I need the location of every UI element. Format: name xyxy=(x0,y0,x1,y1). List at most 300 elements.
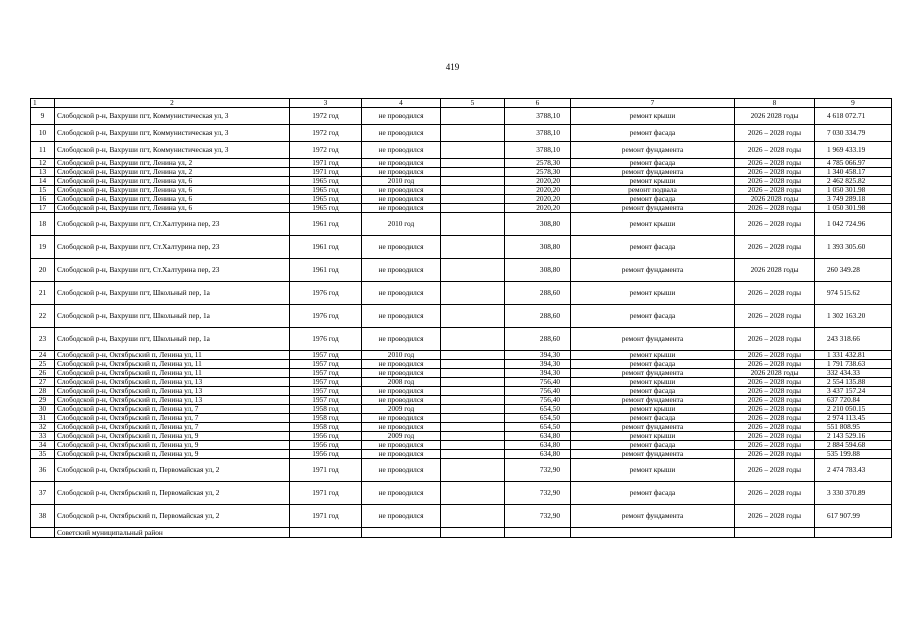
work-type-cell: ремонт крыши xyxy=(571,459,735,482)
area-cell: 2020,20 xyxy=(505,195,571,204)
area-cell: 654,50 xyxy=(505,405,571,414)
period-cell: 2026 – 2028 годы xyxy=(735,177,815,186)
cost-cell: 332 434.33 xyxy=(815,369,892,378)
address-cell: Слободской р-н, Октябрьский п, Ленина ул, 9 xyxy=(55,432,290,441)
column-number: 2 xyxy=(55,99,290,108)
empty-cell xyxy=(441,159,505,168)
row-number: 21 xyxy=(31,282,55,305)
build-year-cell: 1957 год xyxy=(290,378,362,387)
last-repair-cell: не проводился xyxy=(362,305,441,328)
area-cell: 654,50 xyxy=(505,414,571,423)
area-cell: 634,80 xyxy=(505,432,571,441)
work-type-cell: ремонт фасада xyxy=(571,236,735,259)
last-repair-cell: не проводился xyxy=(362,396,441,405)
empty-cell xyxy=(441,204,505,213)
work-type-cell: ремонт фундамента xyxy=(571,168,735,177)
cost-cell: 1 393 305.60 xyxy=(815,236,892,259)
cost-cell: 1 050 301.98 xyxy=(815,204,892,213)
row-number: 22 xyxy=(31,305,55,328)
cost-cell: 4 618 072.71 xyxy=(815,108,892,125)
last-repair-cell: не проводился xyxy=(362,186,441,195)
cost-cell: 637 720.84 xyxy=(815,396,892,405)
table-row xyxy=(31,213,892,236)
period-cell: 2026 – 2028 годы xyxy=(735,387,815,396)
period-cell: 2026 – 2028 годы xyxy=(735,125,815,142)
work-type-cell: ремонт фундамента xyxy=(571,328,735,351)
work-type-cell: ремонт фасада xyxy=(571,159,735,168)
address-cell: Слободской р-н, Вахруши пгт, Коммунистическая ул, 3 xyxy=(55,108,290,125)
empty-cell xyxy=(441,450,505,459)
cost-cell: 2 143 529.16 xyxy=(815,432,892,441)
empty-cell xyxy=(735,528,815,538)
build-year-cell: 1976 год xyxy=(290,305,362,328)
last-repair-cell: не проводился xyxy=(362,450,441,459)
last-repair-cell: не проводился xyxy=(362,204,441,213)
area-cell: 288,60 xyxy=(505,282,571,305)
build-year-cell: 1971 год xyxy=(290,159,362,168)
column-number: 6 xyxy=(505,99,571,108)
area-cell: 308,80 xyxy=(505,236,571,259)
address-cell: Слободской р-н, Вахруши пгт, Ленина ул, 6 xyxy=(55,204,290,213)
last-repair-cell: не проводился xyxy=(362,387,441,396)
address-cell: Слободской р-н, Вахруши пгт, Ст.Халтурина пер, 23 xyxy=(55,236,290,259)
address-cell: Слободской р-н, Октябрьский п, Ленина ул, 9 xyxy=(55,441,290,450)
area-cell: 308,80 xyxy=(505,213,571,236)
work-type-cell: ремонт крыши xyxy=(571,351,735,360)
row-number: 37 xyxy=(31,482,55,505)
build-year-cell: 1972 год xyxy=(290,125,362,142)
work-type-cell: ремонт фундамента xyxy=(571,423,735,432)
row-number: 24 xyxy=(31,351,55,360)
cost-cell: 3 437 157.24 xyxy=(815,387,892,396)
work-type-cell: ремонт подвала xyxy=(571,186,735,195)
row-number: 35 xyxy=(31,450,55,459)
last-repair-cell: не проводился xyxy=(362,195,441,204)
empty-cell xyxy=(441,282,505,305)
row-number: 29 xyxy=(31,396,55,405)
cost-cell: 1 791 738.63 xyxy=(815,360,892,369)
build-year-cell: 1965 год xyxy=(290,195,362,204)
period-cell: 2026 – 2028 годы xyxy=(735,204,815,213)
last-repair-cell: не проводился xyxy=(362,259,441,282)
period-cell: 2026 – 2028 годы xyxy=(735,450,815,459)
cost-cell: 1 340 458.17 xyxy=(815,168,892,177)
empty-cell xyxy=(441,423,505,432)
address-cell: Слободской р-н, Вахруши пгт, Коммунистическая ул, 3 xyxy=(55,142,290,159)
row-number: 18 xyxy=(31,213,55,236)
table-row xyxy=(31,328,892,351)
row-number: 11 xyxy=(31,142,55,159)
area-cell: 634,80 xyxy=(505,450,571,459)
build-year-cell: 1971 год xyxy=(290,505,362,528)
empty-cell xyxy=(441,351,505,360)
address-cell: Слободской р-н, Вахруши пгт, Ленина ул, 6 xyxy=(55,177,290,186)
period-cell: 2026 – 2028 годы xyxy=(735,213,815,236)
area-cell: 2020,20 xyxy=(505,204,571,213)
last-repair-cell: 2009 год xyxy=(362,405,441,414)
table-row xyxy=(31,360,892,369)
table-row xyxy=(31,195,892,204)
last-repair-cell: не проводился xyxy=(362,423,441,432)
row-number: 31 xyxy=(31,414,55,423)
area-cell: 2578,30 xyxy=(505,168,571,177)
address-cell: Слободской р-н, Вахруши пгт, Ст.Халтурина пер, 23 xyxy=(55,213,290,236)
work-type-cell: ремонт крыши xyxy=(571,282,735,305)
address-cell: Слободской р-н, Октябрьский п, Ленина ул, 13 xyxy=(55,387,290,396)
column-number-row xyxy=(31,99,892,108)
address-cell: Слободской р-н, Вахруши пгт, Школьный пер, 1а xyxy=(55,305,290,328)
work-type-cell: ремонт фундамента xyxy=(571,142,735,159)
cost-cell: 1 042 724.96 xyxy=(815,213,892,236)
address-cell: Слободской р-н, Вахруши пгт, Ленина ул, 2 xyxy=(55,168,290,177)
row-number: 38 xyxy=(31,505,55,528)
last-repair-cell: не проводился xyxy=(362,168,441,177)
cost-cell: 260 349.28 xyxy=(815,259,892,282)
work-type-cell: ремонт фасада xyxy=(571,305,735,328)
cost-cell: 2 474 783.43 xyxy=(815,459,892,482)
table-row xyxy=(31,405,892,414)
period-cell: 2026 – 2028 годы xyxy=(735,360,815,369)
work-type-cell: ремонт фундамента xyxy=(571,396,735,405)
area-cell: 308,80 xyxy=(505,259,571,282)
table-row xyxy=(31,142,892,159)
table-row xyxy=(31,108,892,125)
last-repair-cell: 2008 год xyxy=(362,378,441,387)
area-cell: 756,40 xyxy=(505,396,571,405)
period-cell: 2026 – 2028 годы xyxy=(735,186,815,195)
work-type-cell: ремонт фасада xyxy=(571,195,735,204)
table-row xyxy=(31,459,892,482)
row-number: 33 xyxy=(31,432,55,441)
table-row xyxy=(31,387,892,396)
empty-cell xyxy=(441,168,505,177)
table-row xyxy=(31,282,892,305)
build-year-cell: 1965 год xyxy=(290,177,362,186)
row-number: 32 xyxy=(31,423,55,432)
address-cell: Слободской р-н, Октябрьский п, Ленина ул, 13 xyxy=(55,378,290,387)
last-repair-cell: не проводился xyxy=(362,159,441,168)
build-year-cell: 1958 год xyxy=(290,423,362,432)
last-repair-cell: не проводился xyxy=(362,360,441,369)
table-row xyxy=(31,414,892,423)
last-repair-cell: не проводился xyxy=(362,108,441,125)
area-cell: 2578,30 xyxy=(505,159,571,168)
area-cell: 2020,20 xyxy=(505,186,571,195)
row-number: 23 xyxy=(31,328,55,351)
table-row xyxy=(31,450,892,459)
table-row xyxy=(31,159,892,168)
table-row xyxy=(31,482,892,505)
period-cell: 2026 – 2028 годы xyxy=(735,405,815,414)
build-year-cell: 1972 год xyxy=(290,108,362,125)
address-cell: Слободской р-н, Вахруши пгт, Ст.Халтурина пер, 23 xyxy=(55,259,290,282)
empty-cell xyxy=(441,328,505,351)
period-cell: 2026 – 2028 годы xyxy=(735,396,815,405)
address-cell: Слободской р-н, Октябрьский п, Ленина ул, 11 xyxy=(55,369,290,378)
build-year-cell: 1957 год xyxy=(290,351,362,360)
empty-cell xyxy=(441,259,505,282)
repair-register-table xyxy=(30,98,892,538)
work-type-cell: ремонт фундамента xyxy=(571,505,735,528)
period-cell: 2026 – 2028 годы xyxy=(735,423,815,432)
last-repair-cell: 2009 год xyxy=(362,432,441,441)
table-row xyxy=(31,236,892,259)
table-row xyxy=(31,432,892,441)
row-number: 27 xyxy=(31,378,55,387)
empty-cell xyxy=(441,441,505,450)
period-cell: 2026 2028 годы xyxy=(735,108,815,125)
empty-cell xyxy=(441,378,505,387)
table-row xyxy=(31,369,892,378)
period-cell: 2026 – 2028 годы xyxy=(735,378,815,387)
empty-cell xyxy=(441,186,505,195)
address-cell: Слободской р-н, Вахруши пгт, Ленина ул, 6 xyxy=(55,186,290,195)
period-cell: 2026 – 2028 годы xyxy=(735,159,815,168)
empty-cell xyxy=(441,414,505,423)
period-cell: 2026 2028 годы xyxy=(735,195,815,204)
empty-cell xyxy=(441,195,505,204)
address-cell: Слободской р-н, Вахруши пгт, Ленина ул, 2 xyxy=(55,159,290,168)
work-type-cell: ремонт крыши xyxy=(571,213,735,236)
build-year-cell: 1961 год xyxy=(290,259,362,282)
empty-cell xyxy=(441,142,505,159)
table-row xyxy=(31,423,892,432)
build-year-cell: 1956 год xyxy=(290,441,362,450)
row-number: 30 xyxy=(31,405,55,414)
cost-cell: 2 462 825.82 xyxy=(815,177,892,186)
work-type-cell: ремонт фасада xyxy=(571,125,735,142)
work-type-cell: ремонт фундамента xyxy=(571,259,735,282)
row-number: 34 xyxy=(31,441,55,450)
row-number: 25 xyxy=(31,360,55,369)
address-cell: Слободской р-н, Вахруши пгт, Школьный пер, 1а xyxy=(55,328,290,351)
row-number: 28 xyxy=(31,387,55,396)
last-repair-cell: 2010 год xyxy=(362,177,441,186)
cost-cell: 1 302 163.20 xyxy=(815,305,892,328)
period-cell: 2026 – 2028 годы xyxy=(735,236,815,259)
period-cell: 2026 – 2028 годы xyxy=(735,305,815,328)
table-row xyxy=(31,351,892,360)
cost-cell: 3 330 370.89 xyxy=(815,482,892,505)
address-cell: Слободской р-н, Вахруши пгт, Ленина ул, 6 xyxy=(55,195,290,204)
work-type-cell: ремонт фасада xyxy=(571,387,735,396)
address-cell: Слободской р-н, Октябрьский п, Ленина ул, 11 xyxy=(55,360,290,369)
empty-cell xyxy=(441,505,505,528)
period-cell: 2026 – 2028 годы xyxy=(735,168,815,177)
empty-cell xyxy=(441,360,505,369)
cost-cell: 3 749 289.18 xyxy=(815,195,892,204)
section-label: Советский муниципальный район xyxy=(55,528,290,538)
build-year-cell: 1976 год xyxy=(290,282,362,305)
address-cell: Слободской р-н, Октябрьский п, Ленина ул, 7 xyxy=(55,405,290,414)
build-year-cell: 1971 год xyxy=(290,459,362,482)
last-repair-cell: не проводился xyxy=(362,282,441,305)
empty-cell xyxy=(290,528,362,538)
empty-cell xyxy=(441,432,505,441)
work-type-cell: ремонт фасада xyxy=(571,414,735,423)
empty-cell xyxy=(441,305,505,328)
build-year-cell: 1957 год xyxy=(290,396,362,405)
address-cell: Слободской р-н, Октябрьский п, Первомайская ул, 2 xyxy=(55,505,290,528)
cost-cell: 535 199.88 xyxy=(815,450,892,459)
table-row xyxy=(31,125,892,142)
period-cell: 2026 2028 годы xyxy=(735,369,815,378)
work-type-cell: ремонт крыши xyxy=(571,108,735,125)
period-cell: 2026 2028 годы xyxy=(735,259,815,282)
column-number: 5 xyxy=(441,99,505,108)
column-number: 7 xyxy=(571,99,735,108)
work-type-cell: ремонт крыши xyxy=(571,405,735,414)
empty-cell xyxy=(441,396,505,405)
build-year-cell: 1965 год xyxy=(290,186,362,195)
address-cell: Слободской р-н, Вахруши пгт, Коммунистическая ул, 3 xyxy=(55,125,290,142)
period-cell: 2026 – 2028 годы xyxy=(735,482,815,505)
area-cell: 732,90 xyxy=(505,482,571,505)
empty-cell xyxy=(505,528,571,538)
section-row xyxy=(31,528,892,538)
row-number: 12 xyxy=(31,159,55,168)
period-cell: 2026 – 2028 годы xyxy=(735,441,815,450)
table-row xyxy=(31,186,892,195)
last-repair-cell: 2010 год xyxy=(362,213,441,236)
row-number: 10 xyxy=(31,125,55,142)
period-cell: 2026 – 2028 годы xyxy=(735,432,815,441)
empty-cell xyxy=(441,405,505,414)
last-repair-cell: не проводился xyxy=(362,482,441,505)
area-cell: 756,40 xyxy=(505,378,571,387)
build-year-cell: 1956 год xyxy=(290,450,362,459)
cost-cell: 1 050 301.98 xyxy=(815,186,892,195)
build-year-cell: 1958 год xyxy=(290,405,362,414)
area-cell: 3788,10 xyxy=(505,142,571,159)
last-repair-cell: не проводился xyxy=(362,459,441,482)
build-year-cell: 1961 год xyxy=(290,213,362,236)
period-cell: 2026 – 2028 годы xyxy=(735,142,815,159)
table-row xyxy=(31,305,892,328)
period-cell: 2026 – 2028 годы xyxy=(735,328,815,351)
empty-cell xyxy=(441,459,505,482)
area-cell: 3788,10 xyxy=(505,108,571,125)
build-year-cell: 1965 год xyxy=(290,204,362,213)
cost-cell: 7 030 334.79 xyxy=(815,125,892,142)
area-cell: 394,30 xyxy=(505,369,571,378)
address-cell: Слободской р-н, Октябрьский п, Ленина ул, 13 xyxy=(55,396,290,405)
row-number: 9 xyxy=(31,108,55,125)
area-cell: 394,30 xyxy=(505,360,571,369)
empty-cell xyxy=(441,236,505,259)
empty-cell xyxy=(441,482,505,505)
work-type-cell: ремонт фундамента xyxy=(571,204,735,213)
empty-cell xyxy=(441,108,505,125)
cost-cell: 1 969 433.19 xyxy=(815,142,892,159)
area-cell: 394,30 xyxy=(505,351,571,360)
area-cell: 732,90 xyxy=(505,459,571,482)
cost-cell: 974 515.62 xyxy=(815,282,892,305)
table-row xyxy=(31,168,892,177)
table-body xyxy=(31,99,892,538)
page-number: 419 xyxy=(445,62,460,72)
cost-cell: 2 554 135.88 xyxy=(815,378,892,387)
period-cell: 2026 – 2028 годы xyxy=(735,414,815,423)
column-number: 8 xyxy=(735,99,815,108)
row-number: 19 xyxy=(31,236,55,259)
cost-cell: 4 785 066.97 xyxy=(815,159,892,168)
last-repair-cell: не проводился xyxy=(362,236,441,259)
area-cell: 2020,20 xyxy=(505,177,571,186)
period-cell: 2026 – 2028 годы xyxy=(735,351,815,360)
work-type-cell: ремонт крыши xyxy=(571,177,735,186)
cost-cell: 2 210 050.15 xyxy=(815,405,892,414)
empty-cell xyxy=(441,177,505,186)
address-cell: Слободской р-н, Октябрьский п, Ленина ул, 7 xyxy=(55,423,290,432)
area-cell: 3788,10 xyxy=(505,125,571,142)
table-row xyxy=(31,259,892,282)
build-year-cell: 1956 год xyxy=(290,432,362,441)
area-cell: 654,50 xyxy=(505,423,571,432)
table-row xyxy=(31,378,892,387)
row-number: 14 xyxy=(31,177,55,186)
table-row xyxy=(31,396,892,405)
empty-cell xyxy=(571,528,735,538)
row-number: 16 xyxy=(31,195,55,204)
address-cell: Слободской р-н, Вахруши пгт, Школьный пер, 1а xyxy=(55,282,290,305)
row-number: 13 xyxy=(31,168,55,177)
build-year-cell: 1957 год xyxy=(290,369,362,378)
empty-cell xyxy=(441,528,505,538)
column-number: 1 xyxy=(31,99,55,108)
last-repair-cell: не проводился xyxy=(362,414,441,423)
work-type-cell: ремонт фасада xyxy=(571,441,735,450)
address-cell: Слободской р-н, Октябрьский п, Ленина ул, 7 xyxy=(55,414,290,423)
column-number: 3 xyxy=(290,99,362,108)
work-type-cell: ремонт фундамента xyxy=(571,450,735,459)
period-cell: 2026 – 2028 годы xyxy=(735,282,815,305)
last-repair-cell: не проводился xyxy=(362,369,441,378)
last-repair-cell: не проводился xyxy=(362,505,441,528)
last-repair-cell: не проводился xyxy=(362,328,441,351)
build-year-cell: 1976 год xyxy=(290,328,362,351)
table-row xyxy=(31,177,892,186)
work-type-cell: ремонт крыши xyxy=(571,432,735,441)
work-type-cell: ремонт фасада xyxy=(571,360,735,369)
period-cell: 2026 – 2028 годы xyxy=(735,505,815,528)
row-number: 17 xyxy=(31,204,55,213)
area-cell: 288,60 xyxy=(505,328,571,351)
row-number: 20 xyxy=(31,259,55,282)
cost-cell: 2 974 113.45 xyxy=(815,414,892,423)
table-row xyxy=(31,441,892,450)
empty-cell xyxy=(362,528,441,538)
build-year-cell: 1971 год xyxy=(290,168,362,177)
area-cell: 732,90 xyxy=(505,505,571,528)
empty-cell xyxy=(441,387,505,396)
address-cell: Слободской р-н, Октябрьский п, Ленина ул, 9 xyxy=(55,450,290,459)
address-cell: Слободской р-н, Октябрьский п, Первомайская ул, 2 xyxy=(55,482,290,505)
cost-cell: 2 884 594.68 xyxy=(815,441,892,450)
table-row xyxy=(31,204,892,213)
row-number: 15 xyxy=(31,186,55,195)
area-cell: 634,80 xyxy=(505,441,571,450)
build-year-cell: 1971 год xyxy=(290,482,362,505)
empty-cell xyxy=(31,528,55,538)
build-year-cell: 1961 год xyxy=(290,236,362,259)
column-number: 4 xyxy=(362,99,441,108)
work-type-cell: ремонт фасада xyxy=(571,482,735,505)
row-number: 36 xyxy=(31,459,55,482)
area-cell: 288,60 xyxy=(505,305,571,328)
work-type-cell: ремонт фундамента xyxy=(571,369,735,378)
table-row xyxy=(31,505,892,528)
